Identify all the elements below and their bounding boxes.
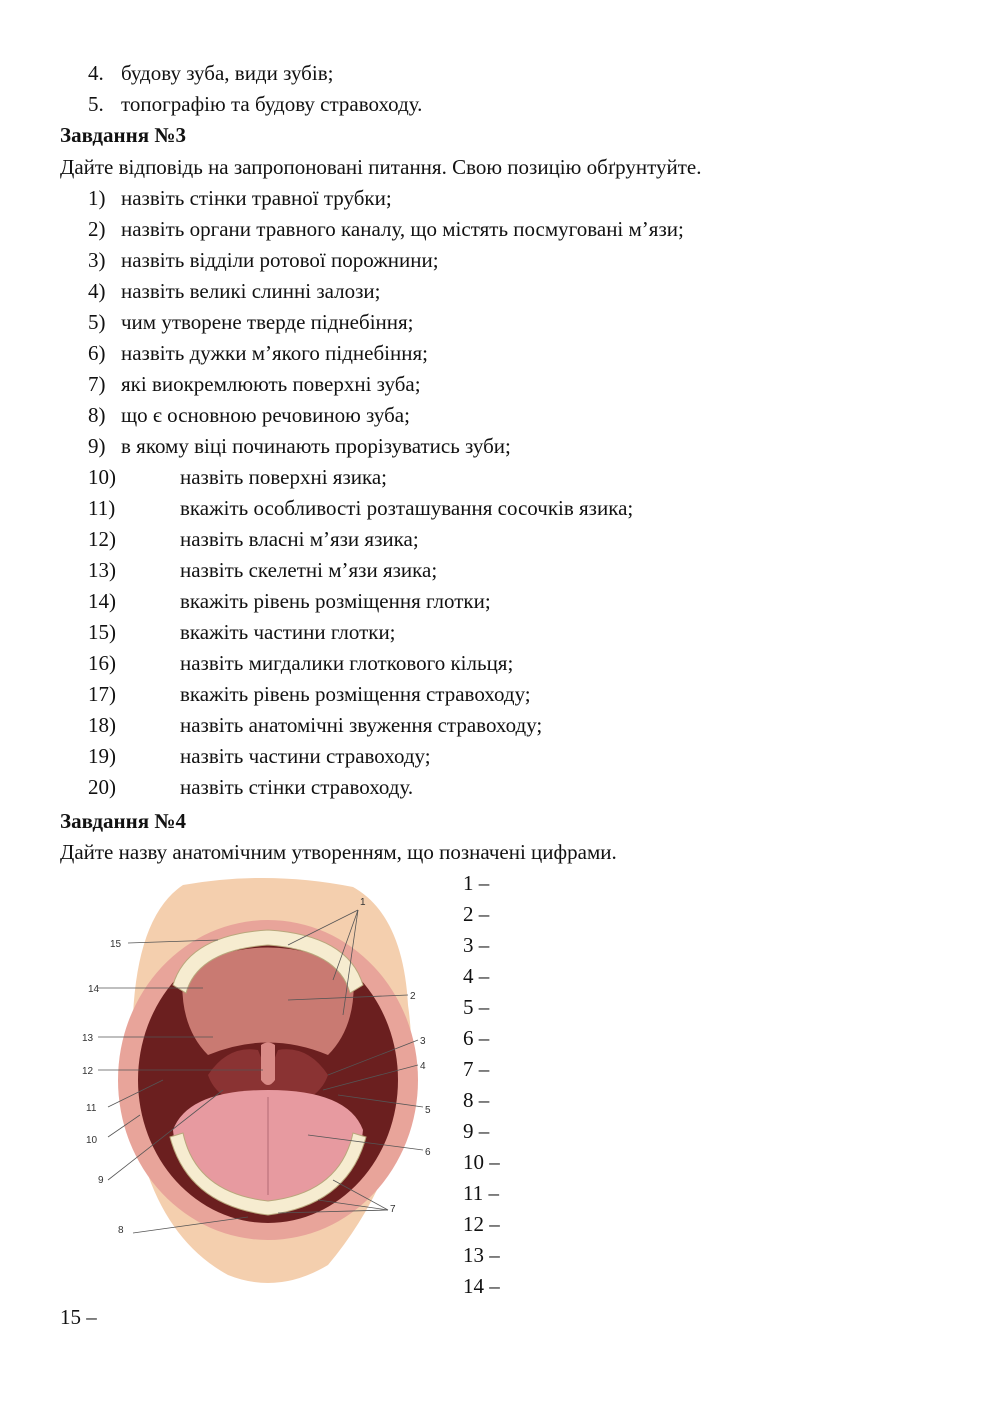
question-number: 15) xyxy=(88,620,116,644)
question-number: 1) xyxy=(88,186,106,210)
figure-label: 14 xyxy=(88,984,100,995)
question-number: 13) xyxy=(88,558,116,582)
prev-list-item xyxy=(88,63,333,84)
question-item xyxy=(88,250,439,271)
figure-label: 15 xyxy=(110,939,122,950)
question-text: назвіть відділи ротової порожнини; xyxy=(121,248,439,272)
question-text: назвіть анатомічні звуження стравоходу; xyxy=(180,713,543,737)
question-text: вкажіть частини глотки; xyxy=(180,620,396,644)
figure-label: 3 xyxy=(420,1036,426,1047)
question-item xyxy=(88,622,396,643)
question-number: 12) xyxy=(88,527,116,551)
question-item xyxy=(88,560,437,581)
mouth-anatomy-figure xyxy=(78,875,458,1300)
question-text: що є основною речовиною зуба; xyxy=(121,403,410,427)
figure-label: 9 xyxy=(98,1175,104,1186)
question-item xyxy=(88,281,380,302)
question-text: назвіть поверхні язика; xyxy=(180,465,388,489)
question-item xyxy=(88,715,542,736)
figure-label: 10 xyxy=(86,1135,98,1146)
question-item xyxy=(88,374,421,395)
answer-line[interactable]: 15 – xyxy=(60,1305,97,1329)
answer-line[interactable]: 14 – xyxy=(463,1274,500,1298)
answer-line[interactable]: 7 – xyxy=(463,1057,490,1081)
task3-title: Завдання №3 xyxy=(60,123,186,147)
question-item xyxy=(88,591,491,612)
question-number: 20) xyxy=(88,775,116,799)
question-text: назвіть скелетні м’язи язика; xyxy=(180,558,438,582)
task4-title: Завдання №4 xyxy=(60,809,186,833)
question-text: назвіть мигдалики глоткового кільця; xyxy=(180,651,514,675)
question-number: 2) xyxy=(88,217,106,241)
figure-label: 12 xyxy=(82,1066,94,1077)
question-number: 14) xyxy=(88,589,116,613)
answer-line[interactable]: 2 – xyxy=(463,902,490,926)
question-item xyxy=(88,746,431,767)
question-number: 4) xyxy=(88,279,106,303)
question-text: назвіть частини стравоходу; xyxy=(180,744,431,768)
question-number: 3) xyxy=(88,248,106,272)
list-text: топографію та будову стравоходу. xyxy=(121,92,423,116)
list-number: 4. xyxy=(88,61,104,85)
question-number: 17) xyxy=(88,682,116,706)
figure-label: 8 xyxy=(118,1225,124,1236)
question-item xyxy=(88,188,392,209)
question-number: 16) xyxy=(88,651,116,675)
question-number: 19) xyxy=(88,744,116,768)
question-text: в якому віці починають прорізуватись зуби; xyxy=(121,434,511,458)
question-item xyxy=(88,498,633,519)
list-text: будову зуба, види зубів; xyxy=(121,61,334,85)
question-item xyxy=(88,467,387,488)
question-text: назвіть стінки стравоходу. xyxy=(180,775,414,799)
question-item xyxy=(88,436,511,457)
question-text: вкажіть особливості розташування сосочків язика; xyxy=(180,496,634,520)
hard-palate xyxy=(182,948,353,1056)
question-text: назвіть великі слинні залози; xyxy=(121,279,381,303)
question-item xyxy=(88,343,428,364)
question-number: 8) xyxy=(88,403,106,427)
question-number: 5) xyxy=(88,310,106,334)
question-text: які виокремлюють поверхні зуба; xyxy=(121,372,421,396)
question-number: 18) xyxy=(88,713,116,737)
figure-label: 5 xyxy=(425,1105,431,1116)
question-text: назвіть дужки м’якого піднебіння; xyxy=(121,341,428,365)
figure-label: 1 xyxy=(360,897,366,908)
task3-intro: Дайте відповідь на запропоновані питання. Свою позицію обґрунтуйте. xyxy=(60,155,702,179)
answer-line[interactable]: 9 – xyxy=(463,1119,490,1143)
list-number: 5. xyxy=(88,92,104,116)
task4-intro: Дайте назву анатомічним утворенням, що позначені цифрами. xyxy=(60,840,617,864)
question-number: 10) xyxy=(88,465,116,489)
answer-line[interactable]: 11 – xyxy=(463,1181,499,1205)
figure-label: 11 xyxy=(86,1103,97,1114)
mouth-illustration xyxy=(78,875,458,1300)
question-number: 7) xyxy=(88,372,106,396)
answer-line[interactable]: 8 – xyxy=(463,1088,490,1112)
answer-line[interactable]: 3 – xyxy=(463,933,490,957)
question-item xyxy=(88,529,419,550)
figure-label: 13 xyxy=(82,1033,94,1044)
question-number: 9) xyxy=(88,434,106,458)
question-item xyxy=(88,312,414,333)
question-text: назвіть власні м’язи язика; xyxy=(180,527,419,551)
answer-line[interactable]: 10 – xyxy=(463,1150,500,1174)
question-number: 6) xyxy=(88,341,106,365)
uvula xyxy=(261,1043,275,1086)
answer-line[interactable]: 12 – xyxy=(463,1212,500,1236)
question-text: чим утворене тверде піднебіння; xyxy=(121,310,414,334)
answer-line[interactable]: 6 – xyxy=(463,1026,490,1050)
answer-line[interactable]: 4 – xyxy=(463,964,490,988)
question-text: вкажіть рівень розміщення стравоходу; xyxy=(180,682,531,706)
prev-list-item xyxy=(88,94,422,115)
figure-label: 4 xyxy=(420,1061,426,1072)
question-text: вкажіть рівень розміщення глотки; xyxy=(180,589,491,613)
figure-label: 2 xyxy=(410,991,416,1002)
question-item xyxy=(88,219,684,240)
question-number: 11) xyxy=(88,496,116,520)
question-text: назвіть органи травного каналу, що містять посмуговані м’язи; xyxy=(121,217,684,241)
question-item xyxy=(88,777,413,798)
answer-line[interactable]: 1 – xyxy=(463,871,490,895)
question-text: назвіть стінки травної трубки; xyxy=(121,186,392,210)
question-item xyxy=(88,653,513,674)
answer-line[interactable]: 13 – xyxy=(463,1243,500,1267)
answer-line[interactable]: 5 – xyxy=(463,995,490,1019)
question-item xyxy=(88,405,410,426)
question-item xyxy=(88,684,531,705)
figure-label: 7 xyxy=(390,1204,396,1215)
figure-label: 6 xyxy=(425,1147,431,1158)
